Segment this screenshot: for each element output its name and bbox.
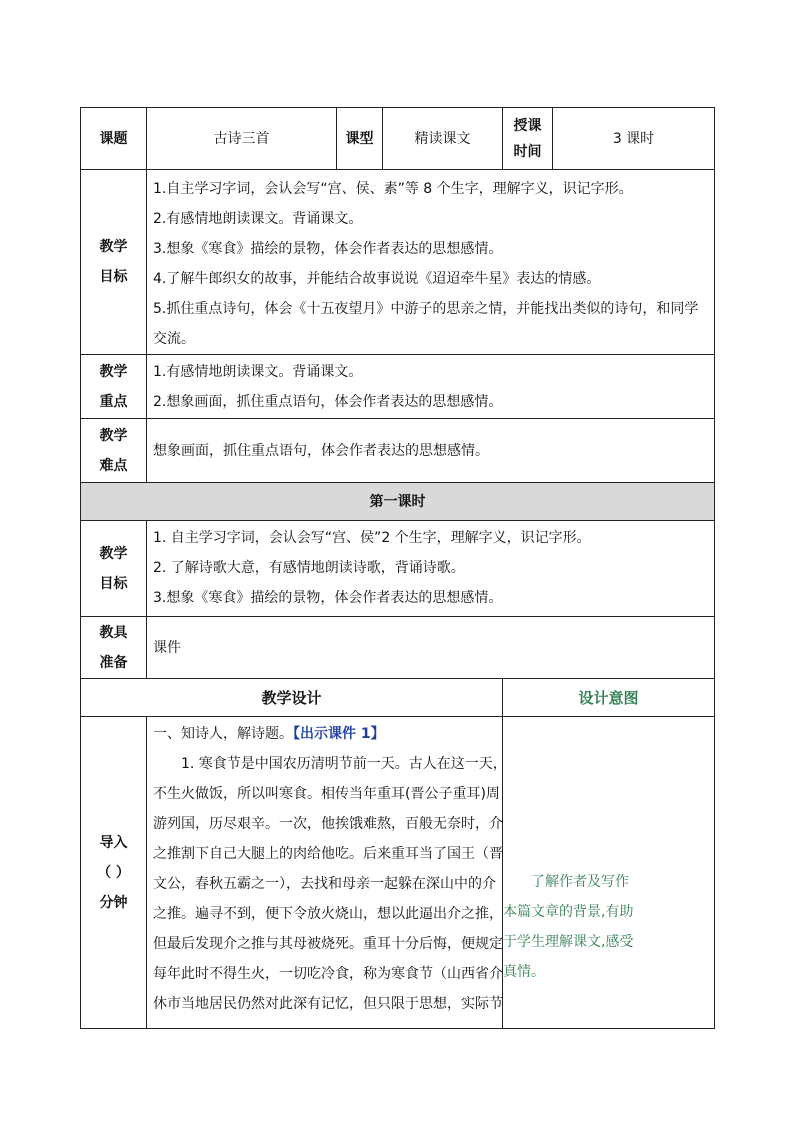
key-point-item: 2.想象画面，抓住重点语句，体会作者表达的思想感情。 [153, 394, 503, 410]
intro-paragraph-line: 游列国，历尽艰辛。一次，他挨饿难熬，百般无奈时，介 [153, 816, 503, 832]
lesson1-goal-item: 2. 了解诗歌大意，有感情地朗读诗歌，背诵诗歌。 [153, 560, 465, 576]
key-points-content [147, 355, 715, 419]
lesson1-goals-label: 教学 目标 [81, 521, 147, 617]
intro-row [81, 717, 715, 1029]
key-points-row [81, 355, 715, 419]
header-row [81, 108, 715, 170]
design-column-header: 教学设计 [81, 679, 503, 717]
lesson-type-label: 课型 [337, 108, 383, 170]
lesson1-goals-row [81, 521, 715, 617]
goals-content [147, 170, 715, 355]
intro-intent: 了解作者及写作 本篇文章的背景,有助 于学生理解课文,感受 真情。 [503, 717, 715, 1029]
section-title: 第一课时 [81, 483, 715, 521]
difficulties-content: 想象画面，抓住重点语句，体会作者表达的思想感情。 [147, 419, 715, 483]
goals-label: 教学 目标 [81, 170, 147, 355]
class-time-label: 授课 时间 [503, 108, 553, 170]
lesson-plan-table [80, 107, 715, 1029]
design-header-row [81, 679, 715, 717]
tools-content: 课件 [147, 617, 715, 679]
subject-value: 古诗三首 [147, 108, 337, 170]
intro-paragraph-line: 每年此时不得生火，一切吃冷食，称为寒食节（山西省介 [153, 966, 503, 982]
intro-label: 导入 （ ） 分钟 [81, 717, 147, 1029]
key-point-item: 1.有感情地朗读课文。背诵课文。 [153, 364, 363, 380]
goal-item: 3.想象《寒食》描绘的景物，体会作者表达的思想感情。 [153, 241, 503, 257]
intent-column-header: 设计意图 [503, 679, 715, 717]
intro-paragraph-line: 休市当地居民仍然对此深有记忆，但只限于思想，实际节 [153, 996, 503, 1012]
lesson1-goal-item: 1. 自主学习字词，会认会写“宫、侯”2 个生字，理解字义，识记字形。 [153, 530, 591, 546]
intro-paragraph-line: 之推割下自己大腿上的肉给他吃。后来重耳当了国王（晋 [153, 846, 503, 862]
intro-content [147, 717, 507, 1029]
difficulties-label: 教学 难点 [81, 419, 147, 483]
intro-paragraph-line: 不生火做饭，所以叫寒食。相传当年重耳(晋公子重耳)周 [153, 786, 500, 802]
goal-item: 5.抓住重点诗句，体会《十五夜望月》中游子的思亲之情，并能找出类似的诗句，和同学交流。 [153, 301, 699, 347]
section-row [81, 483, 715, 521]
lesson1-goals-content [147, 521, 715, 617]
goal-item: 4.了解牛郎织女的故事，并能结合故事说说《迢迢牵牛星》表达的情感。 [153, 271, 601, 287]
intro-paragraph-line: 但最后发现介之推与其母被烧死。重耳十分后悔，便规定 [153, 936, 503, 952]
intro-heading: 一、知诗人，解诗题。【出示课件 1】 [153, 726, 385, 742]
lesson-type-value: 精读课文 [383, 108, 503, 170]
intro-paragraph-line: 之推。遍寻不到，便下令放火烧山，想以此逼出介之推， [153, 906, 503, 922]
subject-label: 课题 [81, 108, 147, 170]
courseware-tag: 【出示课件 1】 [293, 726, 385, 742]
goals-row [81, 170, 715, 355]
difficulties-row [81, 419, 715, 483]
tools-row [81, 617, 715, 679]
intro-paragraph-line: 文公，春秋五霸之一），去找和母亲一起躲在深山中的介 [153, 876, 496, 892]
key-points-label: 教学 重点 [81, 355, 147, 419]
goal-item: 1.自主学习字词，会认会写“宫、侯、素”等 8 个生字，理解字义，识记字形。 [153, 181, 633, 197]
tools-label: 教具 准备 [81, 617, 147, 679]
goal-item: 2.有感情地朗读课文。背诵课文。 [153, 211, 363, 227]
lesson1-goal-item: 3.想象《寒食》描绘的景物，体会作者表达的思想感情。 [153, 590, 503, 606]
intro-paragraph-line: 1. 寒食节是中国农历清明节前一天。古人在这一天， [181, 756, 507, 772]
class-time-value: 3 课时 [553, 108, 715, 170]
